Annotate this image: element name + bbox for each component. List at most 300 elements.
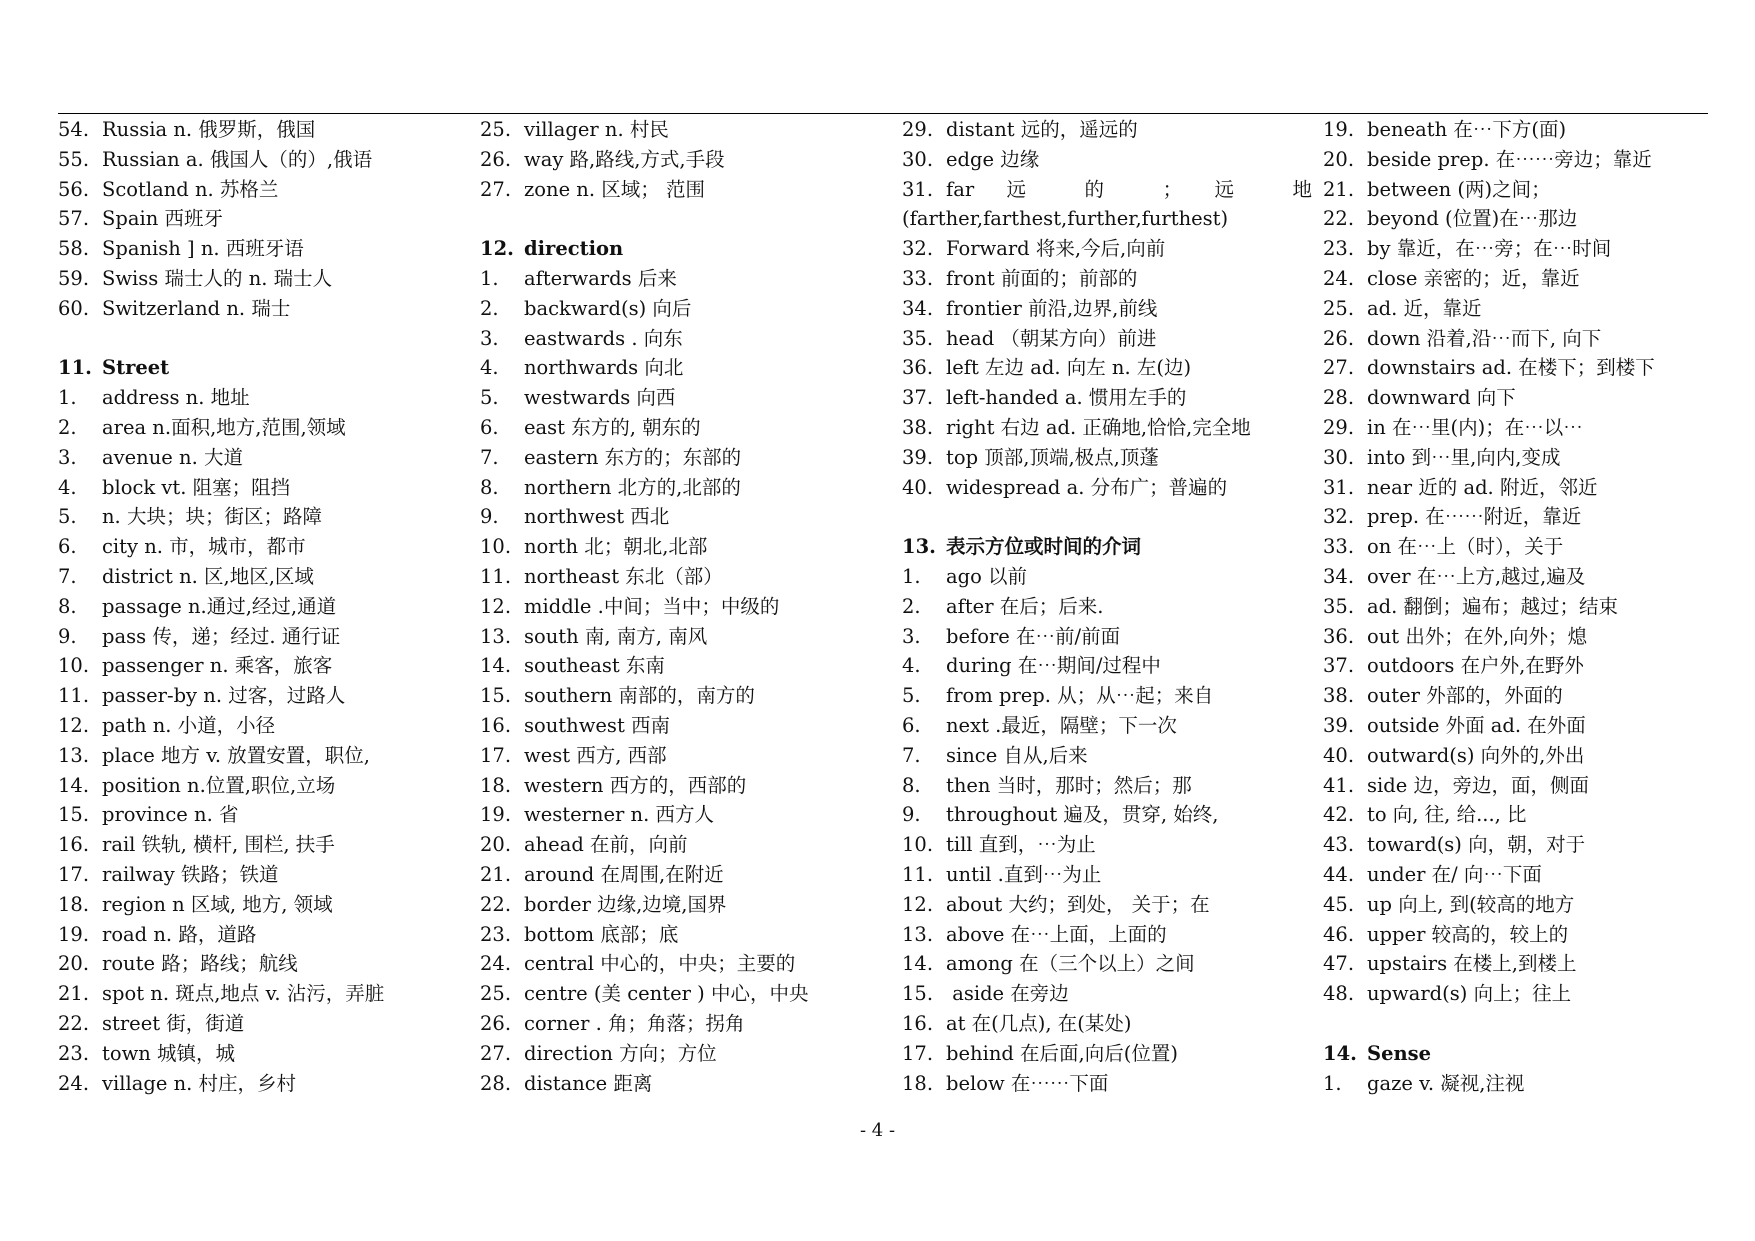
vocab-entry [58, 651, 468, 681]
entry-number: 26. [480, 1011, 512, 1035]
entry-number: 15. [902, 982, 934, 1006]
vocab-entry [480, 920, 890, 950]
entry-text: over 在⋯上方,越过,遍及 [1367, 564, 1586, 588]
vocab-entry [58, 562, 468, 592]
entry-text: Forward 将来,今后,向前 [946, 237, 1166, 261]
vocab-entry [58, 949, 468, 979]
vocab-entry [902, 443, 1312, 473]
entry-text: upper 较高的，较上的 [1367, 922, 1569, 946]
entry-text: villager n. 村民 [524, 118, 669, 141]
entry-number: 37. [1323, 654, 1355, 678]
entry-text: path n. 小道，小径 [102, 713, 276, 737]
entry-text: Spain 西班牙 [102, 207, 223, 231]
entry-number: 29. [902, 118, 934, 141]
vocab-entry [58, 145, 468, 175]
entry-text: passenger n. 乘客，旅客 [102, 654, 333, 678]
entry-number: 7. [480, 445, 499, 469]
entry-text: behind 在后面,向后(位置) [946, 1041, 1178, 1065]
entry-text: gaze v. 凝视,注视 [1367, 1071, 1525, 1095]
vocab-entry [902, 353, 1312, 383]
section-heading [58, 353, 468, 383]
entry-text: outdoors 在户外,在野外 [1367, 654, 1584, 678]
entry-number: 26. [1323, 326, 1355, 350]
entry-text: east 东方的, 朝东的 [524, 415, 701, 439]
vocab-entry [1323, 979, 1713, 1009]
vocab-entry [1323, 949, 1713, 979]
entry-number: 24. [480, 952, 512, 976]
column-1 [58, 115, 468, 1098]
vocab-entry [58, 264, 468, 294]
entry-text: out 出外；在外,向外；熄 [1367, 624, 1588, 648]
entry-text: railway 铁路；铁道 [102, 862, 279, 886]
vocab-entry [902, 771, 1312, 801]
vocab-entry [902, 324, 1312, 354]
vocab-entry [480, 860, 890, 890]
entry-text: ad. 近，靠近 [1367, 296, 1482, 320]
vocab-entry [1323, 830, 1713, 860]
vocab-entry [58, 443, 468, 473]
blank-line [58, 324, 468, 354]
entry-text: region n 区域, 地方, 领域 [102, 892, 333, 916]
entry-number: 26. [480, 147, 512, 171]
entry-number: 18. [902, 1071, 934, 1095]
entry-number: 54. [58, 118, 90, 141]
vocab-entry [1323, 383, 1713, 413]
vocab-entry [480, 830, 890, 860]
entry-number: 37. [902, 386, 934, 410]
entry-number: 17. [58, 862, 90, 886]
entry-text: downstairs ad. 在楼下；到楼下 [1367, 356, 1655, 380]
entry-text: northwards 向北 [524, 356, 684, 380]
entry-text: (farther,farthest,further,furthest) [902, 207, 1229, 231]
vocab-entry [480, 294, 890, 324]
entry-text: between (两)之间； [1367, 177, 1551, 201]
entry-text: left-handed a. 惯用左手的 [946, 386, 1187, 410]
vocab-entry [58, 741, 468, 771]
entry-number: 25. [480, 982, 512, 1006]
entry-number: 40. [902, 475, 934, 499]
vocab-entry [480, 353, 890, 383]
entry-number: 30. [902, 147, 934, 171]
vocab-entry [480, 413, 890, 443]
vocab-entry [58, 800, 468, 830]
entry-number: 23. [480, 922, 512, 946]
vocab-entry [58, 830, 468, 860]
entry-number: 12. [58, 713, 90, 737]
entry-number: 24. [1323, 266, 1355, 290]
entry-text: top 顶部,顶端,极点,顶蓬 [946, 445, 1159, 469]
section-heading [480, 234, 890, 264]
entry-text: central 中心的，中央；主要的 [524, 952, 796, 976]
entry-number: 35. [902, 326, 934, 350]
entry-text: Swiss 瑞士人的 n. 瑞士人 [102, 266, 333, 290]
vocab-entry [1323, 771, 1713, 801]
entry-number: 11. [58, 356, 92, 380]
entry-number: 56. [58, 177, 90, 201]
vocab-entry [902, 413, 1312, 443]
entry-number: 34. [902, 296, 934, 320]
entry-text: direction 方向；方位 [524, 1041, 717, 1065]
entry-text: frontier 前沿,边界,前线 [946, 296, 1158, 320]
entry-text: upward(s) 向上；往上 [1367, 982, 1572, 1006]
vocab-entry [58, 592, 468, 622]
entry-text: city n. 市，城市，都市 [102, 535, 306, 559]
entry-text: southwest 西南 [524, 713, 670, 737]
entry-number: 27. [480, 177, 512, 201]
entry-text: westwards 向西 [524, 386, 676, 410]
entry-number: 14. [902, 952, 934, 976]
entry-text: road n. 路，道路 [102, 922, 257, 946]
vocab-entry [480, 771, 890, 801]
entry-number: 11. [902, 862, 934, 886]
vocab-entry [58, 1039, 468, 1069]
entry-text: border 边缘,边境,国界 [524, 892, 727, 916]
entry-text: under 在/ 向⋯下面 [1367, 862, 1542, 886]
entry-text: about 大约；到处， 关于；在 [946, 892, 1210, 916]
entry-text: eastern 东方的；东部的 [524, 445, 742, 469]
entry-text: up 向上, 到(较高的地方 [1367, 892, 1575, 916]
entry-text: zone n. 区域； 范围 [524, 177, 705, 201]
entry-number: 19. [58, 922, 90, 946]
entry-number: 48. [1323, 982, 1355, 1006]
entry-number: 32. [1323, 505, 1355, 529]
vocab-entry [1323, 592, 1713, 622]
entry-text: around 在周围,在附近 [524, 862, 724, 886]
vocab-entry [480, 175, 890, 205]
vocab-entry [902, 920, 1312, 950]
vocab-entry [1323, 681, 1713, 711]
entry-number: 14. [480, 654, 512, 678]
entry-text: close 亲密的；近，靠近 [1367, 266, 1580, 290]
column-4 [1323, 115, 1713, 1098]
vocab-entry [58, 294, 468, 324]
entry-number: 12. [902, 892, 934, 916]
entry-number: 39. [1323, 713, 1355, 737]
vocab-entry [480, 800, 890, 830]
vocab-entry [480, 741, 890, 771]
entry-number: 8. [902, 773, 921, 797]
entry-number: 27. [480, 1041, 512, 1065]
entry-text: edge 边缘 [946, 147, 1040, 171]
section-title: Sense [1367, 1041, 1432, 1065]
entry-number: 12. [480, 594, 512, 618]
entry-text: into 到⋯里,向内,变成 [1367, 445, 1561, 469]
entry-text: place 地方 v. 放置安置，职位, [102, 743, 371, 767]
entry-number: 41. [1323, 773, 1355, 797]
entry-text: before 在⋯前/前面 [946, 624, 1121, 648]
vocab-entry [902, 115, 1312, 145]
entry-text: west 西方, 西部 [524, 743, 667, 767]
entry-text: district n. 区,地区,区域 [102, 564, 314, 588]
entry-number: 19. [1323, 118, 1355, 141]
entry-number: 11. [58, 684, 90, 708]
entry-text: upstairs 在楼上,到楼上 [1367, 952, 1577, 976]
entry-text: spot n. 斑点,地点 v. 沾污，弄脏 [102, 982, 385, 1006]
entry-number: 17. [480, 743, 512, 767]
entry-number: 40. [1323, 743, 1355, 767]
page-number: - 4 - [859, 1120, 896, 1141]
entry-text: westerner n. 西方人 [524, 803, 715, 827]
entry-text: till 直到，⋯为止 [946, 833, 1096, 857]
vocab-entry [1323, 502, 1713, 532]
entry-text: front 前面的；前部的 [946, 266, 1138, 290]
entry-text: street 街，街道 [102, 1011, 245, 1035]
entry-number: 29. [1323, 415, 1355, 439]
entry-text: passer-by n. 过客，过路人 [102, 684, 346, 708]
entry-number: 5. [480, 386, 499, 410]
entry-text: then 当时，那时；然后；那 [946, 773, 1192, 797]
vocab-entry [480, 1039, 890, 1069]
entry-text: until .直到⋯为止 [946, 862, 1102, 886]
entry-text: pass 传，递；经过. 通行证 [102, 624, 341, 648]
blank-line [902, 502, 1312, 532]
entry-number: 21. [480, 862, 512, 886]
vocab-entry [58, 502, 468, 532]
vocab-entry [58, 473, 468, 503]
entry-number: 36. [1323, 624, 1355, 648]
entry-text: town 城镇，城 [102, 1041, 236, 1065]
entry-number: 57. [58, 207, 90, 231]
entry-text: down 沿着,沿⋯而下, 向下 [1367, 326, 1602, 350]
entry-number: 18. [480, 773, 512, 797]
entry-text: passage n.通过,经过,通道 [102, 594, 337, 618]
vocab-entry [902, 711, 1312, 741]
section-heading [1323, 1039, 1713, 1069]
entry-text: outer 外部的，外面的 [1367, 684, 1563, 708]
entry-text: left 左边 ad. 向左 n. 左(边) [946, 356, 1192, 380]
vocab-entry [480, 711, 890, 741]
vocab-entry [480, 681, 890, 711]
vocab-entry [480, 949, 890, 979]
entry-text: outward(s) 向外的,外出 [1367, 743, 1585, 767]
entry-text: Switzerland n. 瑞士 [102, 296, 291, 320]
entry-number: 23. [58, 1041, 90, 1065]
entry-text: aside 在旁边 [946, 982, 1069, 1006]
vocab-entry [1323, 443, 1713, 473]
entry-number: 22. [58, 1011, 90, 1035]
vocab-entry [1323, 204, 1713, 234]
vocab-entry [480, 502, 890, 532]
vocab-entry [1323, 651, 1713, 681]
entry-text: position n.位置,职位,立场 [102, 773, 336, 797]
vocab-entry [480, 443, 890, 473]
entry-text: below 在⋯⋯下面 [946, 1071, 1109, 1095]
entry-text: southeast 东南 [524, 654, 665, 678]
entry-number: 7. [58, 564, 77, 588]
vocab-entry [480, 979, 890, 1009]
entry-number: 9. [480, 505, 499, 529]
entry-text: middle .中间；当中；中级的 [524, 594, 780, 618]
entry-text: side 边，旁边，面，侧面 [1367, 773, 1589, 797]
entry-text: bottom 底部；底 [524, 922, 679, 946]
vocab-entry [902, 264, 1312, 294]
entry-text: eastwards . 向东 [524, 326, 683, 350]
vocab-entry [58, 890, 468, 920]
vocab-entry [1323, 890, 1713, 920]
entry-number: 21. [58, 982, 90, 1006]
vocab-entry [902, 860, 1312, 890]
entry-number: 20. [58, 952, 90, 976]
entry-number: 1. [902, 564, 921, 588]
entry-number: 6. [58, 535, 77, 559]
entry-text: Russia n. 俄罗斯，俄国 [102, 118, 316, 141]
vocab-entry [902, 145, 1312, 175]
entry-text: at 在(几点), 在(某处) [946, 1011, 1132, 1035]
entry-number: 44. [1323, 862, 1355, 886]
entry-number: 38. [1323, 684, 1355, 708]
entry-text: way 路,路线,方式,手段 [524, 147, 725, 171]
blank-line [1323, 1009, 1713, 1039]
section-title: Street [102, 356, 170, 380]
blank-line [480, 204, 890, 234]
entry-number: 35. [1323, 594, 1355, 618]
vocab-entry [902, 294, 1312, 324]
vocab-entry [58, 622, 468, 652]
entry-number: 59. [58, 266, 90, 290]
entry-number: 14. [58, 773, 90, 797]
entry-number: 28. [480, 1071, 512, 1095]
entry-number: 31. [902, 177, 934, 201]
entry-number: 39. [902, 445, 934, 469]
vocab-entry [902, 681, 1312, 711]
vocab-entry [58, 413, 468, 443]
vocab-entry [480, 562, 890, 592]
entry-text: to 向, 往, 给..., 比 [1367, 803, 1527, 827]
entry-number: 22. [480, 892, 512, 916]
entry-number: 10. [58, 654, 90, 678]
entry-number: 15. [480, 684, 512, 708]
entry-text: area n.面积,地方,范围,领域 [102, 415, 346, 439]
entry-text: downward 向下 [1367, 386, 1516, 410]
entry-text: Scotland n. 苏格兰 [102, 177, 279, 201]
entry-number: 7. [902, 743, 921, 767]
vocab-entry [1323, 622, 1713, 652]
entry-text: ahead 在前，向前 [524, 833, 688, 857]
entry-number: 5. [902, 684, 921, 708]
entry-number: 12. [480, 237, 514, 261]
entry-text: right 右边 ad. 正确地,恰恰,完全地 [946, 415, 1251, 439]
entry-number: 24. [58, 1071, 90, 1095]
entry-text: far 远 的 ； 远 地 [946, 177, 1312, 201]
entry-number: 42. [1323, 803, 1355, 827]
vocab-entry [480, 1069, 890, 1099]
entry-text: distant 远的，遥远的 [946, 118, 1138, 141]
entry-number: 14. [1323, 1041, 1357, 1065]
entry-text: outside 外面 ad. 在外面 [1367, 713, 1586, 737]
entry-number: 1. [480, 266, 499, 290]
entry-number: 25. [480, 118, 512, 141]
entry-number: 17. [902, 1041, 934, 1065]
entry-number: 2. [58, 415, 77, 439]
vocab-entry [1323, 234, 1713, 264]
entry-text: Spanish ] n. 西班牙语 [102, 237, 304, 261]
entry-number: 18. [58, 892, 90, 916]
vocab-entry [58, 711, 468, 741]
entry-number: 47. [1323, 952, 1355, 976]
entry-number: 16. [902, 1011, 934, 1035]
entry-text: beneath 在⋯下方(面) [1367, 118, 1567, 141]
entry-text: southern 南部的，南方的 [524, 684, 755, 708]
entry-number: 2. [480, 296, 499, 320]
vocab-entry [902, 800, 1312, 830]
entry-text: north 北；朝北,北部 [524, 535, 708, 559]
vocab-entry [1323, 473, 1713, 503]
entry-number: 6. [480, 415, 499, 439]
entry-text: throughout 遍及，贯穿, 始终, [946, 803, 1219, 827]
entry-number: 33. [902, 266, 934, 290]
vocab-entry [1323, 1069, 1713, 1099]
vocab-entry [1323, 800, 1713, 830]
entry-text: widespread a. 分布广；普遍的 [946, 475, 1228, 499]
entry-text: backward(s) 向后 [524, 296, 692, 320]
vocab-entry [1323, 711, 1713, 741]
entry-text: western 西方的，西部的 [524, 773, 747, 797]
vocab-entry [480, 532, 890, 562]
vocab-entry [1323, 264, 1713, 294]
vocab-entry [902, 383, 1312, 413]
entry-number: 6. [902, 713, 921, 737]
entry-text: south 南, 南方, 南风 [524, 624, 708, 648]
vocab-entry [902, 562, 1312, 592]
entry-number: 15. [58, 803, 90, 827]
entry-number: 27. [1323, 356, 1355, 380]
entry-text: route 路；路线；航线 [102, 952, 298, 976]
vocab-entry [480, 324, 890, 354]
entry-number: 31. [1323, 475, 1355, 499]
entry-text: by 靠近，在⋯旁；在⋯时间 [1367, 237, 1612, 261]
vocab-entry [1323, 353, 1713, 383]
vocab-entry [1323, 920, 1713, 950]
vocab-entry [58, 204, 468, 234]
entry-text: beyond (位置)在⋯那边 [1367, 207, 1578, 231]
entry-number: 4. [902, 654, 921, 678]
vocab-entry [1323, 532, 1713, 562]
entry-text: beside prep. 在⋯⋯旁边；靠近 [1367, 147, 1652, 171]
entry-number: 21. [1323, 177, 1355, 201]
entry-text: Russian a. 俄国人（的）,俄语 [102, 147, 373, 171]
entry-number: 36. [902, 356, 934, 380]
section-heading [902, 532, 1312, 562]
vocab-entry [58, 979, 468, 1009]
entry-number: 16. [480, 713, 512, 737]
entry-number: 13. [480, 624, 512, 648]
vocab-entry [480, 115, 890, 145]
vocab-entry [480, 890, 890, 920]
vocab-entry [58, 383, 468, 413]
vocab-entry [480, 1009, 890, 1039]
entry-text: northwest 西北 [524, 505, 670, 529]
section-title: 表示方位或时间的介词 [946, 535, 1142, 559]
entry-text: near 近的 ad. 附近，邻近 [1367, 475, 1598, 499]
header-rule [58, 113, 1708, 114]
vocab-entry [902, 890, 1312, 920]
vocab-entry [1323, 294, 1713, 324]
vocab-entry [58, 771, 468, 801]
vocab-entry [902, 830, 1312, 860]
vocab-entry [902, 949, 1312, 979]
entry-text: during 在⋯期间/过程中 [946, 654, 1161, 678]
vocab-entry [902, 175, 1312, 205]
entry-number: 1. [1323, 1071, 1342, 1095]
entry-text: from prep. 从；从⋯起；来自 [946, 684, 1214, 708]
entry-number: 4. [58, 475, 77, 499]
entry-number: 13. [902, 535, 936, 559]
entry-text: next .最近，隔壁；下一次 [946, 713, 1177, 737]
entry-number: 20. [1323, 147, 1355, 171]
vocab-entry [480, 145, 890, 175]
entry-text: avenue n. 大道 [102, 445, 243, 469]
entry-text: block vt. 阻塞；阻挡 [102, 475, 291, 499]
